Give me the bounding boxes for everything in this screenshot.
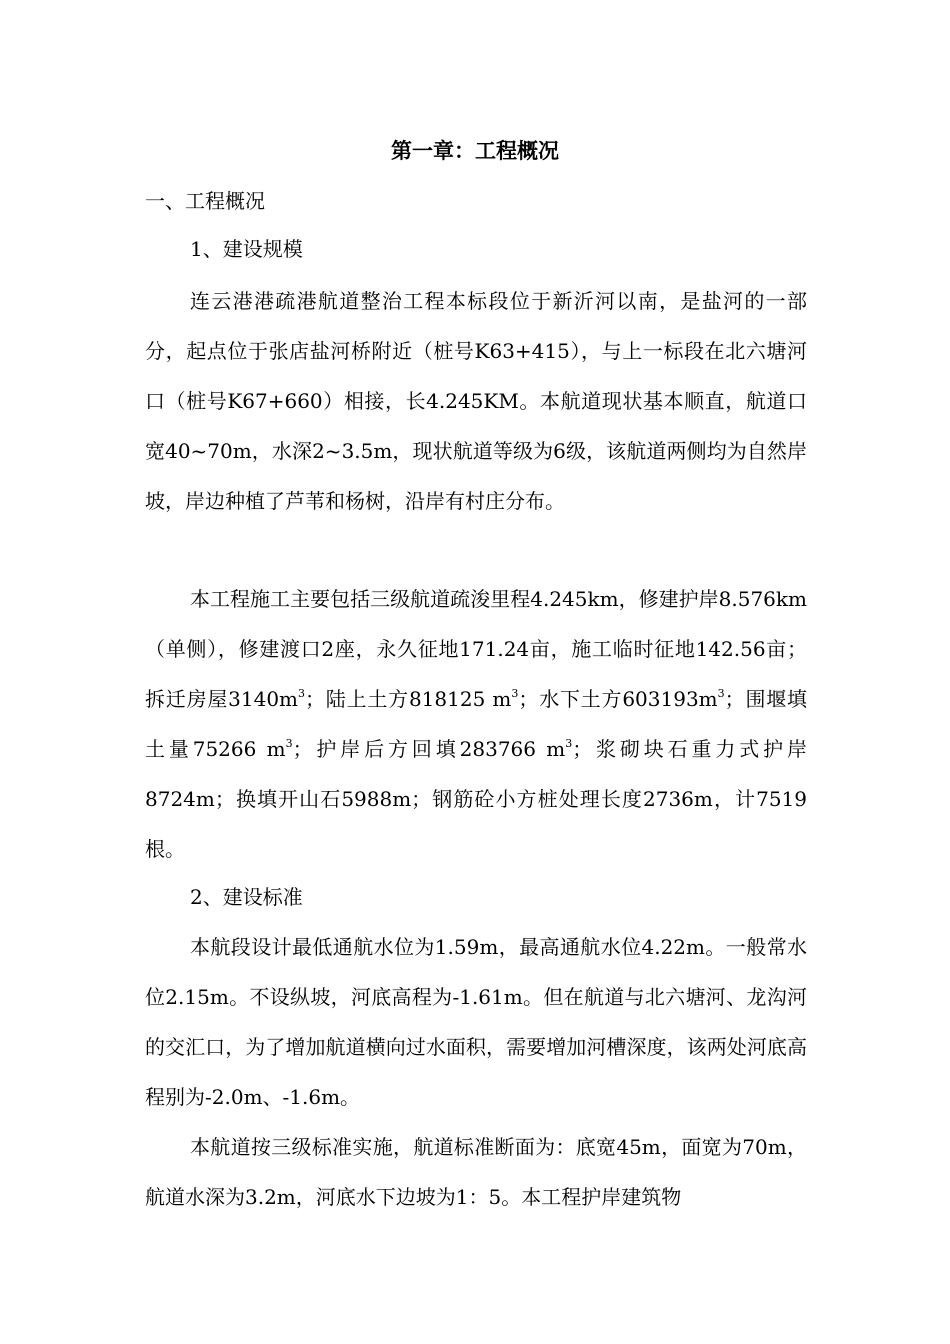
superscript: 3 — [717, 687, 725, 700]
text-run: ；陆上土方818125 m — [305, 687, 512, 711]
paragraph-channel-standard: 本航道按三级标准实施，航道标准断面为：底宽45m，面宽为70m，航道水深为3.2m，河底水下边坡为1：5。本工程护岸建筑物 — [145, 1135, 807, 1209]
paragraph-construction-content — [145, 574, 807, 874]
superscript: 3 — [565, 737, 573, 750]
superscript: 3 — [511, 687, 519, 700]
superscript: 3 — [285, 737, 293, 750]
text-run: ；护岸后方回填283766 m — [292, 737, 566, 761]
subsection-heading-standard: 2、建设标准 — [190, 885, 303, 909]
text-run: ；水下土方603193m — [518, 687, 718, 711]
text-run: ；浆砌块石重力式护岸8724m；换填开山石5988m；钢筋砼小方桩处理长度2736m，计7519根。 — [145, 737, 808, 861]
subsection-heading-scale: 1、建设规模 — [190, 237, 303, 261]
text-run: 本工程施工主要包括三级航道疏浚里程4.245km，修建护岸8.576km（单侧），修建渡口2座，永久征地171.24亩，施工临时征地142.56亩；拆迁房屋3140m — [145, 587, 807, 711]
superscript: 3 — [298, 687, 306, 700]
chapter-title: 第一章：工程概况 — [391, 138, 559, 163]
section-heading: 一、工程概况 — [145, 189, 265, 213]
paragraph-water-levels: 本航段设计最低通航水位为1.59m，最高通航水位4.22m。一般常水位2.15m。不设纵坡，河底高程为-1.61m。但在航道与北六塘河、龙沟河的交汇口，为了增加航道横向过水面积，需要增加河槽深度，该两处河底高程别为-2.0m、-1.6m。 — [145, 935, 807, 1109]
paragraph-scale-overview: 连云港港疏港航道整治工程本标段位于新沂河以南，是盐河的一部分，起点位于张店盐河桥附近（桩号K63+415），与上一标段在北六塘河口（桩号K67+660）相接，长4.245KM。本航道现状基本顺直，航道口宽40~70m，水深2~3.5m，现状航道等级为6级，该航道两侧均为自然岸坡，岸边种植了芦苇和杨树，沿岸有村庄分布。 — [145, 289, 807, 513]
text-run: ；围堰填土量75266 m — [145, 687, 808, 761]
